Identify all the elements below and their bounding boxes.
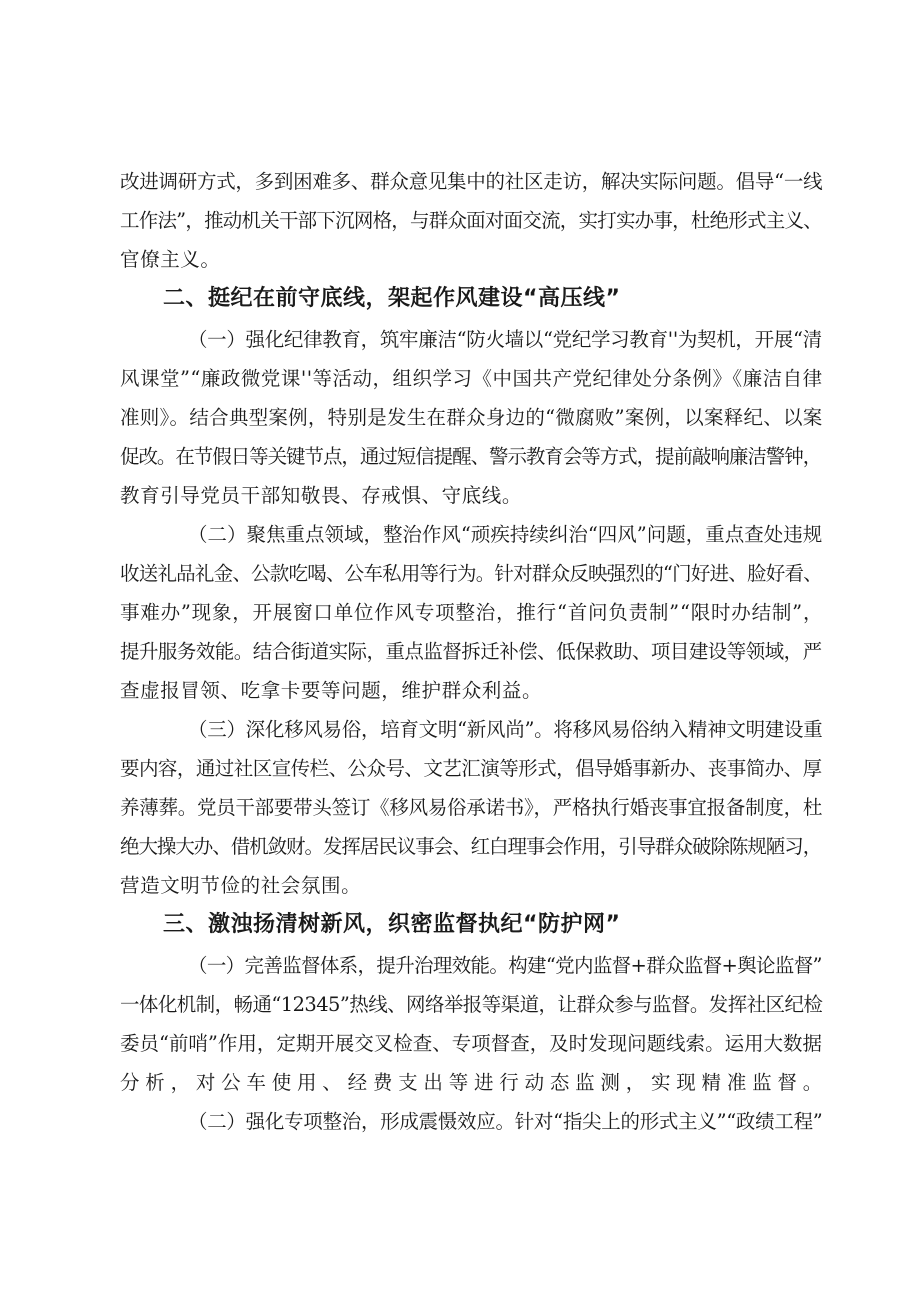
text-line: 工作法”，推动机关干部下沉网格，与群众面对面交流，实打实办事，杜绝形式主义、 — [120, 209, 822, 232]
section-heading-2: 二、挺纪在前守底线，架起作风建设“高压线” — [163, 286, 621, 311]
text-line: 养薄葬。党员干部要带头签订《移风易俗承诺书》，严格执行婚丧事宜报备制度，杜 — [120, 796, 823, 819]
text-line: 促改。在节假日等关键节点，通过短信提醒、警示教育会等方式，提前敲响廉洁警钟， — [120, 445, 822, 468]
text-line: （二）强化专项整治，形成震慑效应。针对“指尖上的形式主义”“政绩工程” — [188, 1110, 823, 1133]
text-line: 绝大操大办、借机敛财。发挥居民议事会、红白理事会作用，引导群众破除陈规陋习， — [120, 835, 822, 858]
text-line: 提升服务效能。结合街道实际，重点监督拆迁补偿、低保救助、项目建设等领域，严 — [120, 640, 822, 663]
text-line: 分析，对公车使用、经费支出等进行动态监测，实现精准监督。 — [120, 1071, 828, 1094]
text-line: 官僚主义。 — [120, 248, 221, 271]
text-line: 要内容，通过社区宣传栏、公众号、文艺汇演等形式，倡导婚事新办、丧事简办、厚 — [120, 757, 822, 780]
text-line: （一）完善监督体系，提升治理效能。构建“党内监督+群众监督+舆论监督” — [188, 954, 822, 977]
text-line: （一）强化纪律教育，筑牢廉洁“防火墙以“党纪学习教育''为契机，开展“清 — [188, 328, 822, 351]
text-line: 教育引导党员干部知敬畏、存戒惧、守底线。 — [120, 484, 523, 507]
text-line: 准则》。结合典型案例，特别是发生在群众身边的“微腐败”案例，以案释纪、以案 — [120, 406, 823, 429]
text-line: 一体化机制，畅通“12345”热线、网络举报等渠道，让群众参与监督。发挥社区纪检 — [120, 993, 823, 1016]
text-line: 委员“前哨”作用，定期开展交叉检查、专项督查，及时发现问题线索。运用大数据 — [120, 1032, 823, 1055]
text-line: （二）聚焦重点领域，整治作风“顽疾持续纠治“四风”问题，重点查处违规 — [188, 523, 823, 546]
text-line: 营造文明节俭的社会氛围。 — [120, 874, 362, 897]
text-line: 风课堂”“廉政微党课''等活动，组织学习《中国共产党纪律处分条例》《廉洁自律 — [120, 367, 823, 390]
text-line: 改进调研方式，多到困难多、群众意见集中的社区走访，解决实际问题。倡导“一线 — [120, 170, 823, 193]
section-heading-3: 三、激浊扬清树新风，织密监督执纪“防护网” — [163, 912, 621, 937]
text-line: （三）深化移风易俗，培育文明“新风尚”。将移风易俗纳入精神文明建设重 — [188, 718, 823, 741]
text-line: 查虚报冒领、吃拿卡要等问题，维护群众利益。 — [120, 679, 543, 702]
text-line: 收送礼品礼金、公款吃喝、公车私用等行为。针对群众反映强烈的“门好进、脸好看、 — [120, 562, 822, 585]
text-line: 事难办”现象，开展窗口单位作风专项整治，推行“首问负责制”“限时办结制”， — [120, 601, 824, 624]
